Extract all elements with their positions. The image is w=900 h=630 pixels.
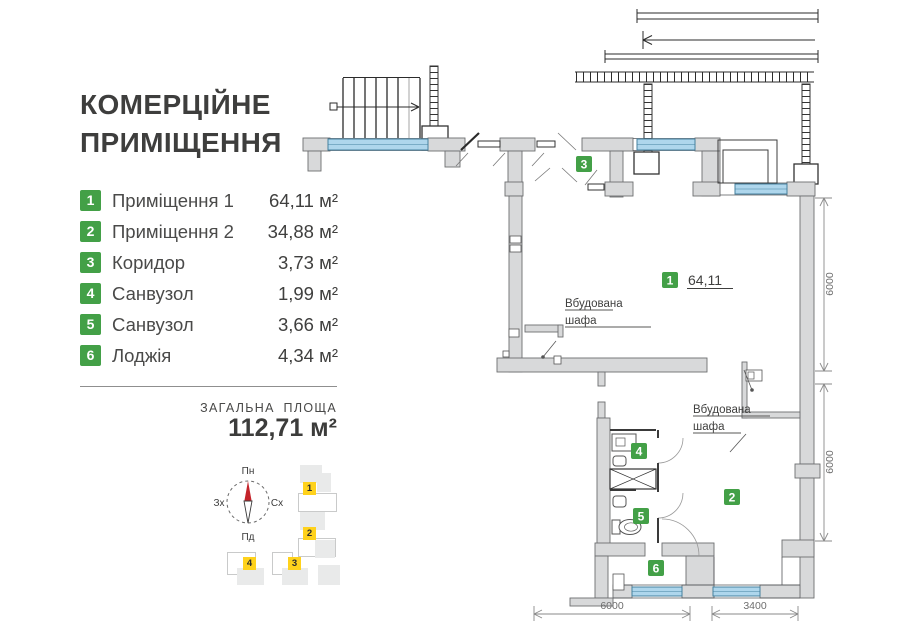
page-title — [80, 86, 282, 162]
walls — [303, 138, 820, 606]
room-area: 4,34 м² — [277, 345, 338, 366]
room-number-badge: 6 — [80, 345, 101, 366]
railing-band — [575, 72, 814, 82]
stair-arrow-origin — [330, 103, 337, 110]
dim-right-bottom: 6000 — [824, 450, 836, 474]
room-area: 3,73 м² — [277, 252, 338, 273]
deck-lines — [605, 9, 818, 63]
page-title-line2: ПРИМІЩЕННЯ — [80, 127, 282, 158]
room-number-badge: 5 — [80, 314, 101, 335]
room-name: Коридор — [112, 252, 186, 273]
page-title-line1: КОМЕРЦІЙНЕ — [80, 89, 271, 120]
dim-bottom-right: 3400 — [743, 600, 767, 612]
room-name: Лоджія — [112, 345, 172, 366]
compass-label-east: Сх — [270, 498, 284, 509]
room-area: 64,11 м² — [269, 190, 338, 211]
plan-badge-6: 6 — [652, 561, 660, 576]
site-building-badge-2: 2 — [303, 527, 316, 540]
room-area: 3,66 м² — [277, 314, 338, 335]
room-name: Санвузол — [112, 283, 194, 304]
room-number-badge: 3 — [80, 252, 101, 273]
site-building-badge-3: 3 — [288, 557, 301, 570]
plan-badge-1: 1 — [666, 273, 674, 288]
compass-label-north: Пн — [241, 466, 255, 477]
site-block — [237, 568, 264, 585]
closet1-label-line1: Вбудована — [565, 298, 623, 310]
room-name: Санвузол — [112, 314, 194, 335]
plan-badge-2: 2 — [728, 490, 736, 505]
room-number-badge: 4 — [80, 283, 101, 304]
divider — [80, 386, 337, 387]
staircase — [330, 78, 420, 139]
total-area-value: 112,71 м² — [228, 414, 337, 442]
plan-badge-4: 4 — [635, 444, 643, 459]
doors — [456, 133, 699, 556]
closet2-label-line1: Вбудована — [693, 404, 751, 416]
dimension-lines — [534, 198, 832, 621]
closet2-label-line2: шафа — [693, 421, 725, 433]
site-building-badge-4: 4 — [243, 557, 256, 570]
closet1-label-line2: шафа — [565, 315, 597, 327]
toilet — [613, 496, 626, 507]
floor-plan — [300, 0, 900, 630]
compass-label-south: Пд — [241, 532, 255, 543]
room1-area-label: 64,11 — [688, 272, 722, 288]
plan-badge-5: 5 — [637, 509, 645, 524]
room-number-badge: 2 — [80, 221, 101, 242]
balcony-outline — [718, 140, 777, 183]
room-name: Приміщення 2 — [112, 221, 234, 242]
compass-label-west: Зх — [213, 498, 225, 509]
toilet — [613, 456, 626, 466]
dim-right-top: 6000 — [824, 272, 836, 296]
total-area-label: ЗАГАЛЬНА ПЛОЩА — [200, 401, 337, 415]
dim-bottom-left: 6000 — [600, 600, 624, 612]
plan-badge-3: 3 — [580, 157, 588, 172]
room-area: 1,99 м² — [277, 283, 338, 304]
room-number-badge: 1 — [80, 190, 101, 211]
site-building-badge-1: 1 — [303, 482, 316, 495]
room-area: 34,88 м² — [267, 221, 338, 242]
room-name: Приміщення 1 — [112, 190, 234, 211]
